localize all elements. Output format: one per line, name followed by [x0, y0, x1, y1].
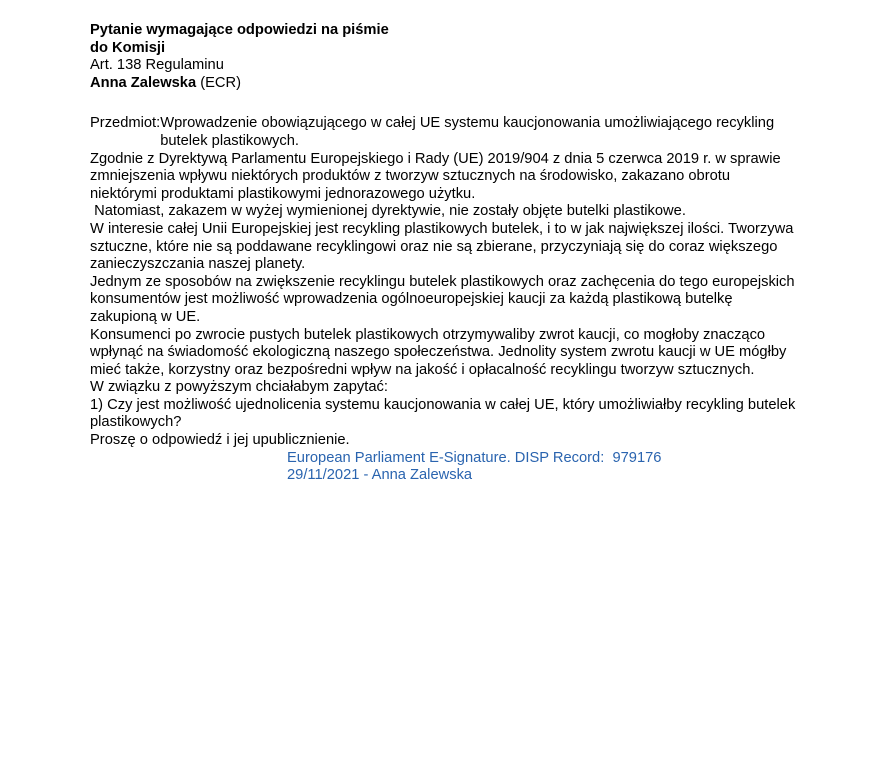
subject-row — [90, 115, 796, 150]
e-signature-record-line: European Parliament E-Signature. DISP Record: 979176 — [287, 449, 662, 466]
author-line — [90, 75, 796, 93]
document-title-line2: do Komisji — [90, 39, 166, 56]
paragraph-consumer-refund: Konsumenci po zwrocie pustych butelek plastikowych otrzymywaliby zwrot kaucji, co mogłoby znacząco wpłynąć na świadomość ekologiczną naszego społeczeństwa. Jednolity system zwrotu kaucji w UE mógłby mieć także, korzystny oraz bezpośredni wpływ na jakość i opłacalność recyklingu tworzyw sztucznych. — [90, 326, 791, 378]
subject-label: Przedmiot: — [90, 115, 161, 132]
e-signature-block — [287, 450, 796, 485]
author-group: (ECR) — [196, 74, 241, 91]
document-content — [90, 22, 799, 485]
subject-text: Wprowadzenie obowiązującego w całej UE systemu kaucjonowania umożliwiającego recykling butelek plastikowych. — [160, 115, 775, 149]
paragraph-exclusion: Natomiast, zakazem w wyżej wymienionej dyrektywie, nie zostały objęte butelki plastikowe. — [90, 203, 686, 220]
e-signature-date-line: 29/11/2021 - Anna Zalewska — [287, 467, 473, 484]
document-title-line1: Pytanie wymagające odpowiedzi na piśmie — [90, 22, 389, 38]
paragraph-directive: Zgodnie z Dyrektywą Parlamentu Europejskiego i Rady (UE) 2019/904 z dnia 5 czerwca 2019 r. w sprawie zmniejszenia wpływu niektórych produktów z tworzyw sztucznych na środowisko, zakazano obrotu niektórymi produktami plastikowymi jednorazowego użytku. — [90, 150, 785, 202]
paragraph-eu-interest: W interesie całej Unii Europejskiej jest recykling plastikowych butelek, i to w jak największej ilości. Tworzywa sztuczne, które nie są poddawane recyklingowi oraz nie są zbierane, przyczyniają się do coraz większego zanieczyszczania naszej planety. — [90, 220, 798, 273]
document-header — [90, 22, 796, 92]
question-1: 1) Czy jest możliwość ujednolicenia systemu kaucjonowania w całej UE, który umożliwiałby recykling butelek plastikowych? — [90, 396, 796, 431]
rule-reference: Art. 138 Regulaminu — [90, 57, 224, 74]
paragraph-deposit-proposal: Jednym ze sposobów na zwiększenie recyklingu butelek plastikowych oraz zachęcenia do tego europejskich konsumentów jest możliwość wprowadzenia ogólnoeuropejskiej kaucji za każdą plastikową butelkę zakupioną w UE. — [90, 273, 799, 325]
questions-intro: W związku z powyższym chciałabym zapytać: — [90, 379, 388, 396]
closing-line: Proszę o odpowiedź i jej upublicznienie. — [90, 432, 350, 449]
author-name: Anna Zalewska — [90, 74, 197, 91]
